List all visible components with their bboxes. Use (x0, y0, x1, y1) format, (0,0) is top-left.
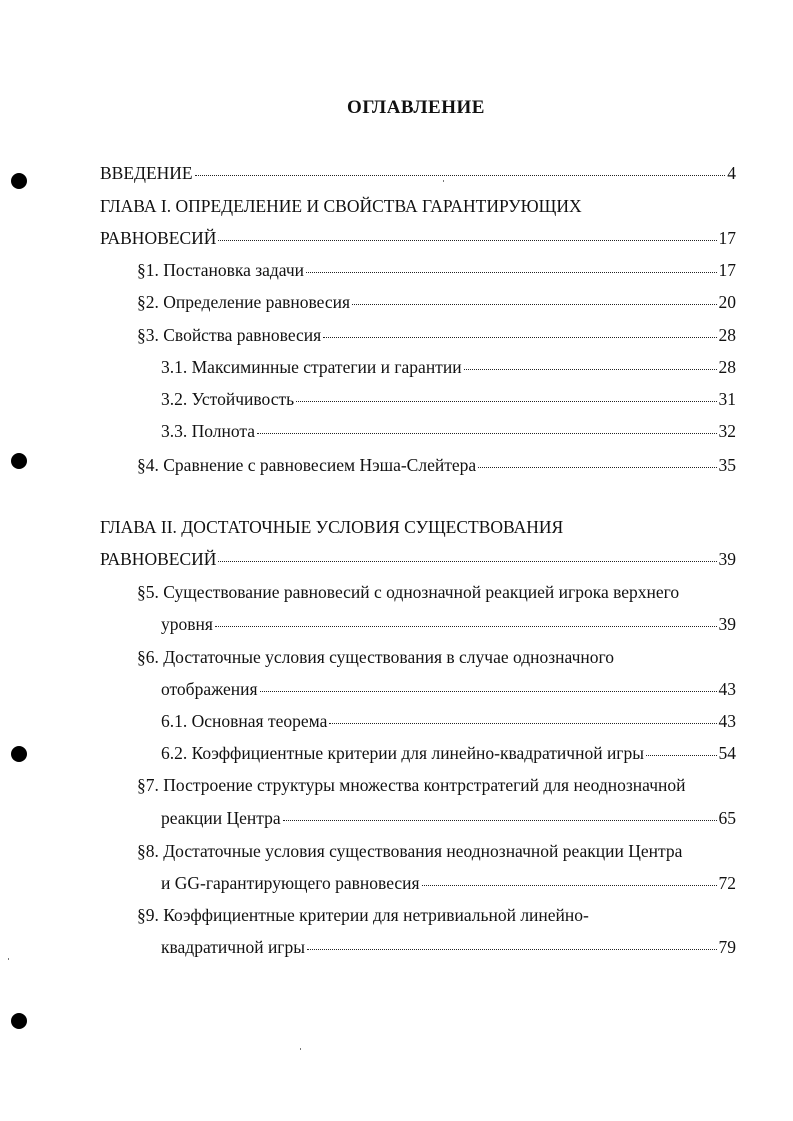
toc-entry-label: и GG-гарантирующего равновесия (161, 873, 420, 893)
dot-leader (323, 336, 716, 338)
toc-chapter-2-title-line1[interactable]: ГЛАВА II. ДОСТАТОЧНЫЕ УСЛОВИЯ СУЩЕСТВОВАНИЯ (100, 517, 564, 537)
toc-page-number: 79 (718, 937, 736, 957)
toc-entry-label: 6.1. Основная теорема (161, 711, 328, 731)
toc-page-number: 35 (718, 455, 736, 475)
toc-entry-label: реакции Центра (161, 808, 281, 828)
toc-entry-section-4[interactable] (137, 455, 736, 476)
toc-entry-label: §2. Определение равновесия (137, 292, 351, 312)
toc-entry-label: уровня (161, 614, 213, 634)
toc-entry-section-2[interactable] (137, 292, 736, 313)
toc-page-number: 17 (718, 260, 736, 280)
toc-entry-label: §3. Свойства равновесия (137, 325, 322, 345)
toc-section-8-line1[interactable]: §8. Достаточные условия существования неоднозначной реакции Центра (137, 841, 683, 861)
dot-leader (260, 690, 717, 692)
toc-entry-subsection-6-2[interactable] (161, 743, 736, 764)
toc-entry-label: §1. Постановка задачи (137, 260, 305, 280)
scan-speck (300, 1048, 301, 1050)
toc-page-number: 20 (718, 292, 736, 312)
dot-leader (296, 400, 716, 402)
toc-page-number: 39 (718, 614, 736, 634)
toc-page-number: 72 (718, 873, 736, 893)
toc-page-number: 39 (718, 549, 736, 569)
toc-entry-label: 3.2. Устойчивость (161, 389, 295, 409)
dot-leader (307, 948, 717, 950)
dot-leader (218, 239, 716, 241)
toc-entry-section-5[interactable] (161, 614, 736, 635)
scan-speck (443, 180, 444, 182)
toc-entry-subsection-6-1[interactable] (161, 711, 736, 732)
toc-page-number: 4 (727, 163, 736, 183)
dot-leader (257, 432, 716, 434)
toc-page-number: 28 (718, 325, 736, 345)
toc-chapter-1-title-line1[interactable]: ГЛАВА I. ОПРЕДЕЛЕНИЕ И СВОЙСТВА ГАРАНТИРУЮЩИХ (100, 196, 582, 216)
toc-section-6-line1[interactable]: §6. Достаточные условия существования в случае однозначного (137, 647, 614, 667)
toc-section-5-line1[interactable]: §5. Существование равновесий с однозначной реакцией игрока верхнего (137, 582, 680, 602)
toc-section-7-line1[interactable]: §7. Построение структуры множества контрстратегий для неоднозначной (137, 775, 686, 795)
page-title: ОГЛАВЛЕНИЕ (347, 97, 485, 118)
dot-leader (422, 884, 717, 886)
dot-leader (215, 625, 717, 627)
toc-page-number: 65 (718, 808, 736, 828)
toc-entry-section-1[interactable] (137, 260, 736, 281)
dot-leader (646, 754, 717, 756)
toc-entry-section-6[interactable] (161, 679, 736, 700)
toc-entry-label: 3.3. Полнота (161, 421, 256, 441)
toc-page-number: 43 (718, 679, 736, 699)
toc-entry-introduction[interactable] (100, 163, 736, 184)
toc-section-9-line1[interactable]: §9. Коэффициентные критерии для нетривиальной линейно- (137, 905, 589, 925)
dot-leader (464, 368, 717, 370)
toc-entry-section-3[interactable] (137, 325, 736, 346)
scan-speck (8, 958, 9, 960)
toc-page-number: 17 (718, 228, 736, 248)
dot-leader (218, 560, 716, 562)
toc-entry-section-7[interactable] (161, 808, 736, 829)
toc-entry-section-9[interactable] (161, 937, 736, 958)
toc-entry-subsection-3-3[interactable] (161, 421, 736, 442)
dot-leader (329, 722, 716, 724)
dot-leader (306, 271, 716, 273)
toc-page-number: 31 (718, 389, 736, 409)
toc-entry-label: РАВНОВЕСИЙ (100, 549, 217, 569)
toc-page-number: 54 (718, 743, 736, 763)
punch-hole (11, 173, 27, 189)
toc-entry-subsection-3-1[interactable] (161, 357, 736, 378)
toc-page-number: 32 (718, 421, 736, 441)
toc-entry-label: РАВНОВЕСИЙ (100, 228, 217, 248)
toc-entry-label: §4. Сравнение с равновесием Нэша-Слейтера (137, 455, 477, 475)
dot-leader (352, 303, 716, 305)
dot-leader (478, 466, 716, 468)
toc-entry-chapter-2[interactable] (100, 549, 736, 570)
toc-entry-label: 3.1. Максиминные стратегии и гарантии (161, 357, 462, 377)
punch-hole (11, 1013, 27, 1029)
toc-entry-chapter-1[interactable] (100, 228, 736, 249)
toc-entry-label: квадратичной игры (161, 937, 305, 957)
toc-entry-section-8[interactable] (161, 873, 736, 894)
toc-entry-label: отображения (161, 679, 258, 699)
toc-page-number: 28 (718, 357, 736, 377)
dot-leader (195, 174, 726, 176)
dot-leader (283, 819, 717, 821)
toc-page-number: 43 (718, 711, 736, 731)
toc-entry-label: ВВЕДЕНИЕ (100, 163, 193, 183)
punch-hole (11, 746, 27, 762)
punch-hole (11, 453, 27, 469)
toc-entry-label: 6.2. Коэффициентные критерии для линейно-квадратичной игры (161, 743, 644, 763)
toc-entry-subsection-3-2[interactable] (161, 389, 736, 410)
